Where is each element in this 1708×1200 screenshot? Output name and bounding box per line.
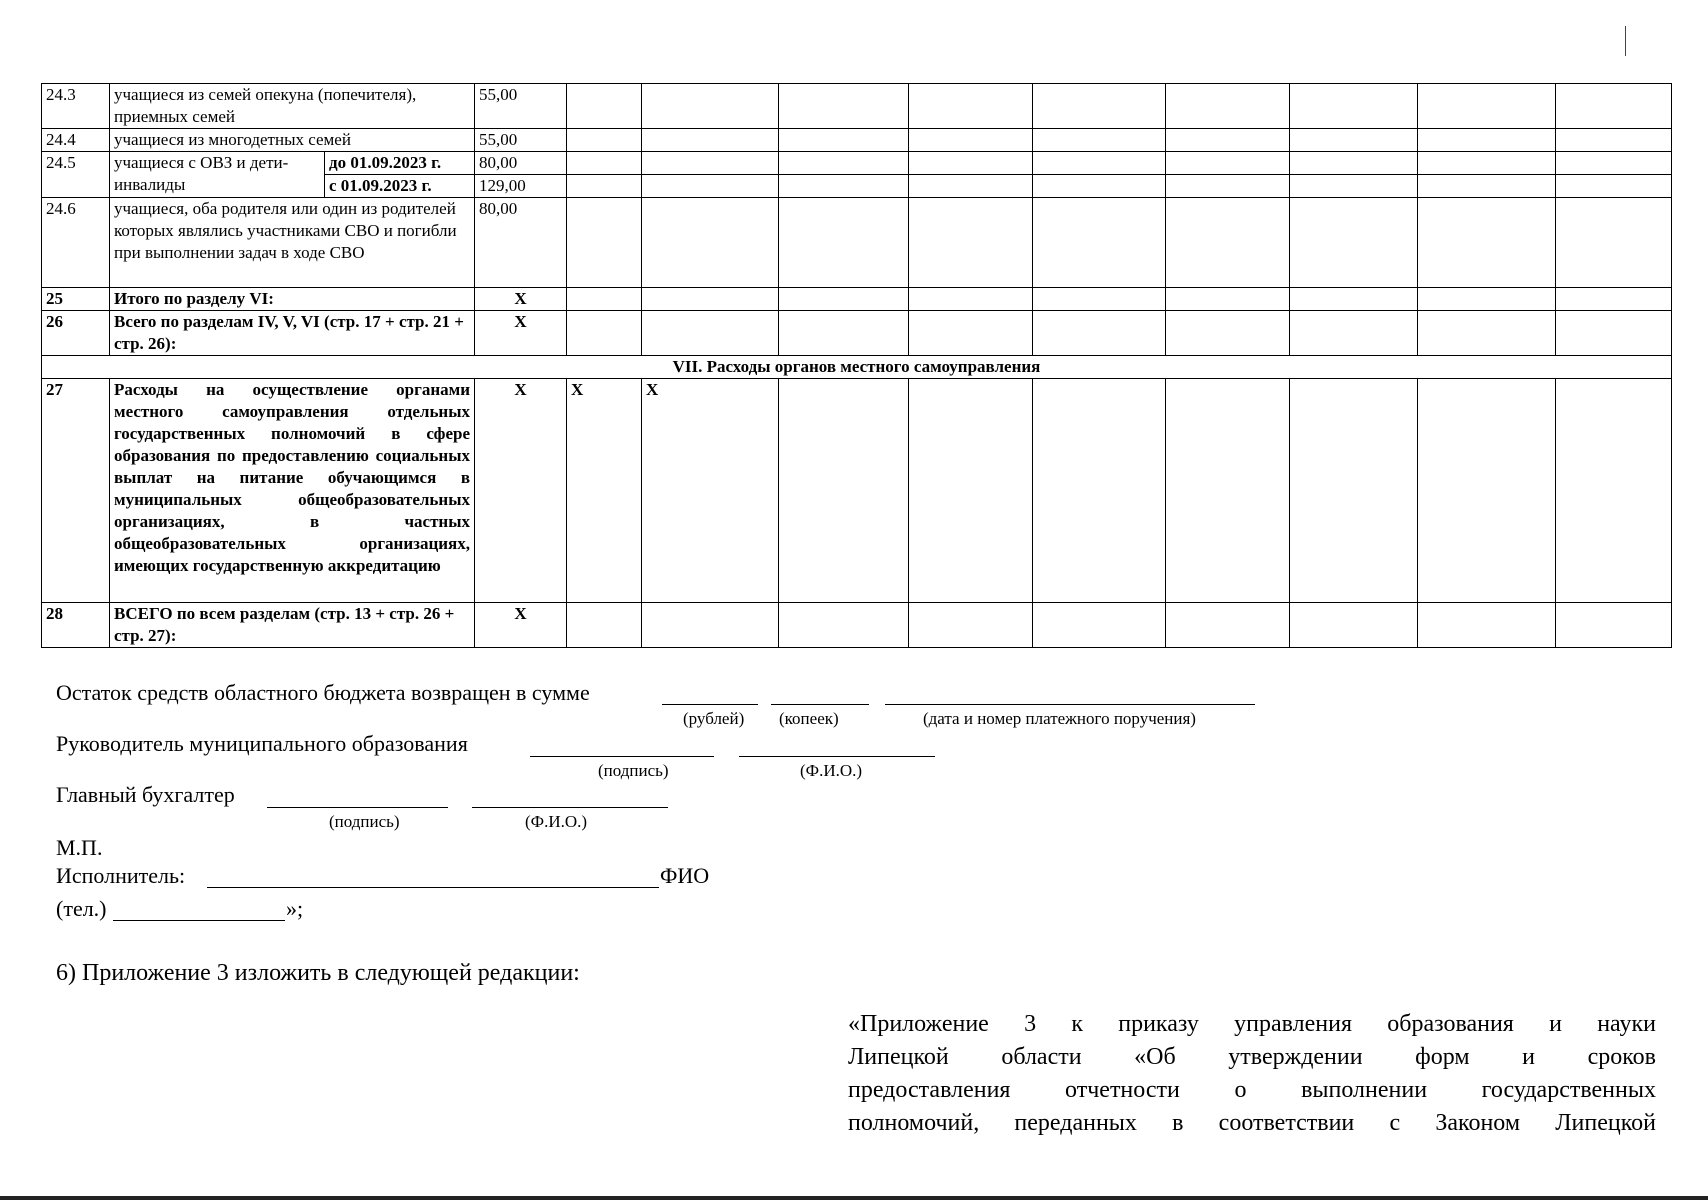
report-table xyxy=(41,83,1672,648)
appendix-line: предоставления отчетности о выполнении государственных xyxy=(848,1077,1656,1103)
paragraph-6: 6) Приложение 3 изложить в следующей редакции: xyxy=(56,960,580,986)
phone-suffix: »; xyxy=(286,896,304,921)
caption-signature: (подпись) xyxy=(598,761,669,780)
head-label: Руководитель муниципального образования xyxy=(56,731,468,756)
row-name: учащиеся с ОВЗ и дети-инвалиды xyxy=(110,152,325,198)
table-row xyxy=(42,311,1672,356)
head-signature-line[interactable] xyxy=(530,756,714,757)
row-value: 80,00 xyxy=(475,152,567,175)
row-name: ВСЕГО по всем разделам (стр. 13 + стр. 26 + стр. 27): xyxy=(110,603,475,648)
executor-suffix: ФИО xyxy=(660,863,710,888)
row-name: учащиеся из семей опекуна (попечителя), приемных семей xyxy=(110,84,475,129)
row-subperiod: до 01.09.2023 г. xyxy=(325,152,475,175)
caption-payment: (дата и номер платежного поручения) xyxy=(923,709,1196,728)
payment-line[interactable] xyxy=(885,704,1255,705)
stamp-label: М.П. xyxy=(56,835,103,860)
row-number: 24.3 xyxy=(42,84,110,129)
table-row xyxy=(42,288,1672,311)
row-subperiod: с 01.09.2023 г. xyxy=(325,175,475,198)
row-value: Х xyxy=(475,603,567,648)
appendix-header xyxy=(848,1008,1656,1140)
row-name: Всего по разделам IV, V, VI (стр. 17 + стр. 21 + стр. 26): xyxy=(110,311,475,356)
row-value: 80,00 xyxy=(475,198,567,288)
phone-label: (тел.) xyxy=(56,896,107,921)
table-row xyxy=(42,198,1672,288)
accountant-signature-line[interactable] xyxy=(267,807,448,808)
row-number: 24.6 xyxy=(42,198,110,288)
caption-fio: (Ф.И.О.) xyxy=(800,761,863,780)
head-fio-line[interactable] xyxy=(739,756,935,757)
accountant-fio-line[interactable] xyxy=(472,807,668,808)
row-number: 27 xyxy=(42,379,110,603)
executor-line[interactable] xyxy=(207,887,659,888)
rubles-line[interactable] xyxy=(662,704,758,705)
row-number: 24.4 xyxy=(42,129,110,152)
row-value: Х xyxy=(567,379,642,603)
phone-line[interactable] xyxy=(113,920,285,921)
caption-rubles: (рублей) xyxy=(683,709,745,728)
table-row xyxy=(42,603,1672,648)
row-value: 55,00 xyxy=(475,129,567,152)
row-number: 24.5 xyxy=(42,152,110,198)
section-title: VII. Расходы органов местного самоуправления xyxy=(42,356,1672,379)
row-value: Х xyxy=(475,311,567,356)
row-number: 26 xyxy=(42,311,110,356)
appendix-line: полномочий, переданных в соответствии с Законом Липецкой xyxy=(848,1110,1656,1136)
row-name: Итого по разделу VI: xyxy=(110,288,475,311)
section-header-row xyxy=(42,356,1672,379)
row-value: Х xyxy=(475,288,567,311)
appendix-line: «Приложение 3 к приказу управления образования и науки xyxy=(848,1011,1656,1037)
corner-mark xyxy=(1625,26,1626,56)
caption-fio: (Ф.И.О.) xyxy=(525,812,588,831)
row-name: Расходы на осуществление органами местного самоуправления отдельных государственных полномочий в сфере образования по предоставлению социальных выплат на питание обучающимся в муниципальных общеобразовательных организациях, в частных общеобразовательных организациях, имеющих государственную аккредитацию xyxy=(110,379,475,603)
row-name: учащиеся из многодетных семей xyxy=(110,129,475,152)
table-row xyxy=(42,152,1672,175)
row-number: 28 xyxy=(42,603,110,648)
row-value: Х xyxy=(475,379,567,603)
appendix-line: Липецкой области «Об утверждении форм и сроков xyxy=(848,1044,1656,1070)
kopecks-line[interactable] xyxy=(771,704,869,705)
caption-kopecks: (копеек) xyxy=(779,709,839,728)
table-row xyxy=(42,129,1672,152)
remainder-label: Остаток средств областного бюджета возвращен в сумме xyxy=(56,680,590,705)
scan-edge xyxy=(0,1196,1708,1200)
row-value: 129,00 xyxy=(475,175,567,198)
table-row xyxy=(42,84,1672,129)
row-value: Х xyxy=(642,379,779,603)
row-number: 25 xyxy=(42,288,110,311)
caption-signature: (подпись) xyxy=(329,812,400,831)
row-value: 55,00 xyxy=(475,84,567,129)
accountant-label: Главный бухгалтер xyxy=(56,782,235,807)
table-row xyxy=(42,379,1672,603)
executor-label: Исполнитель: xyxy=(56,863,186,888)
row-name: учащиеся, оба родителя или один из родителей которых являлись участниками СВО и погибли при выполнении задач в ходе СВО xyxy=(110,198,475,288)
